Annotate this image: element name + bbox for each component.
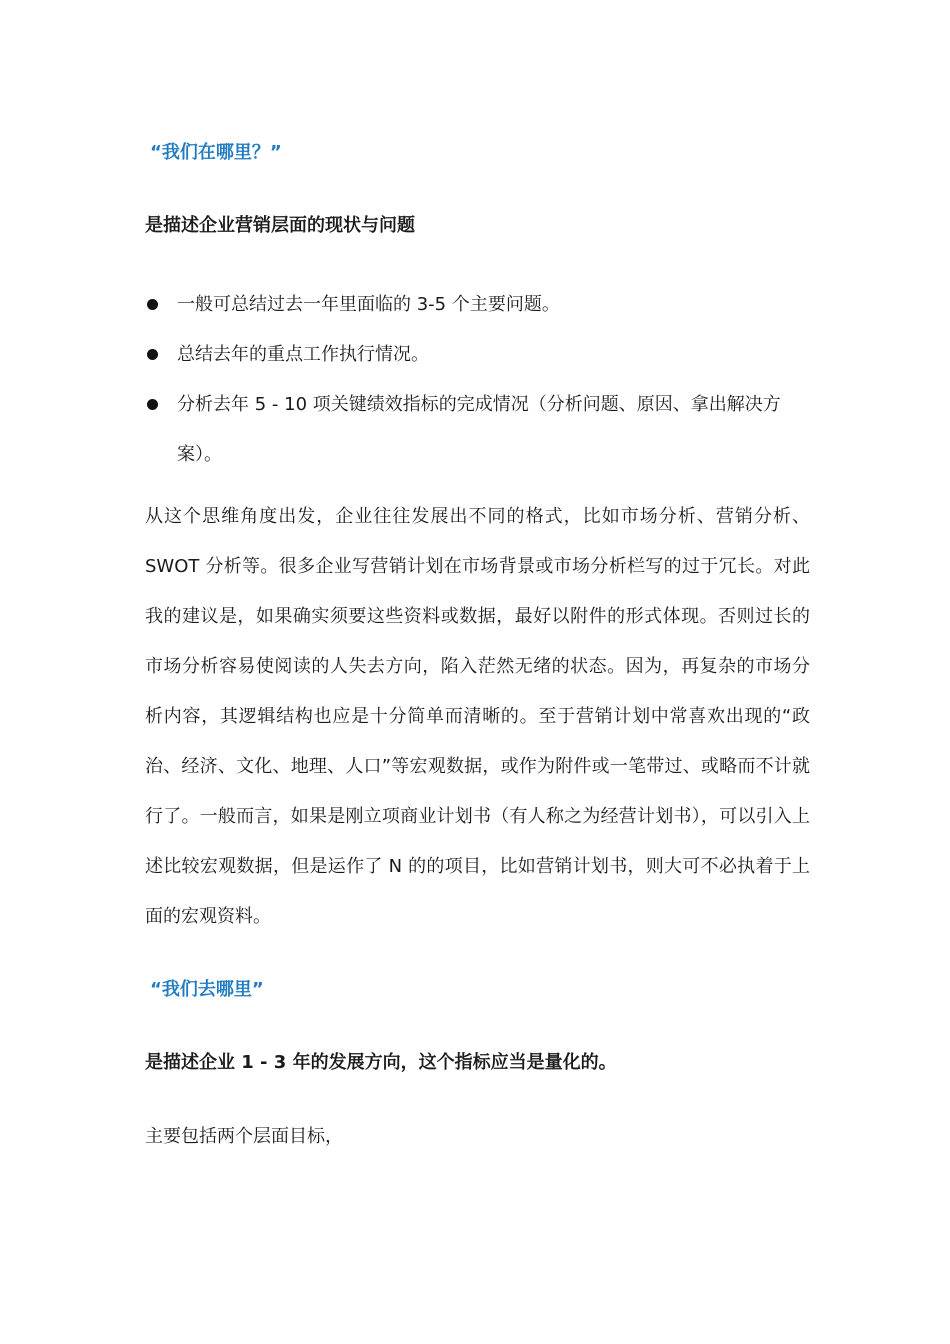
bullet-item: [145, 280, 815, 330]
section-heading-where-are-we: “我们在哪里？”: [150, 142, 282, 163]
intro-line: 主要包括两个层面目标，: [145, 1126, 343, 1147]
bullet-text: 一般可总结过去一年里面临的 3-5 个主要问题。: [177, 294, 560, 315]
section-subheading-status: 是描述企业营销层面的现状与问题: [145, 215, 415, 236]
bullet-dot-icon: [147, 399, 158, 410]
bullet-text: 分析去年 5 - 10 项关键绩效指标的完成情况（分析问题、原因、拿出解决方案）。: [177, 394, 781, 465]
bullet-dot-icon: [147, 349, 158, 360]
bullet-item: [145, 330, 815, 380]
section-heading-where-to-go: “我们去哪里”: [150, 979, 264, 1000]
analysis-paragraph: 从这个思维角度出发，企业往往发展出不同的格式，比如市场分析、营销分析、SWOT 分析等。很多企业写营销计划在市场背景或市场分析栏写的过于冗长。对此我的建议是，如果确实须要这些资料或数据，最好以附件的形式体现。否则过长的市场分析容易使阅读的人失去方向，陷入茫然无绪的状态。因为，再复杂的市场分析内容，其逻辑结构也应是十分简单而清晰的。至于营销计划中常喜欢出现的“政治、经济、文化、地理、人口”等宏观数据，或作为附件或一笔带过、或略而不计就行了。一般而言，如果是刚立项商业计划书（有人称之为经营计划书），可以引入上述比较宏观数据，但是运作了 N 的的项目，比如营销计划书，则大可不必执着于上面的宏观资料。: [145, 506, 810, 927]
section-subheading-direction: 是描述企业 1 - 3 年的发展方向，这个指标应当是量化的。: [145, 1052, 617, 1073]
bullet-text: 总结去年的重点工作执行情况。: [177, 344, 429, 365]
bullet-list: [145, 280, 815, 480]
bullet-item: [145, 380, 815, 480]
bullet-dot-icon: [147, 299, 158, 310]
